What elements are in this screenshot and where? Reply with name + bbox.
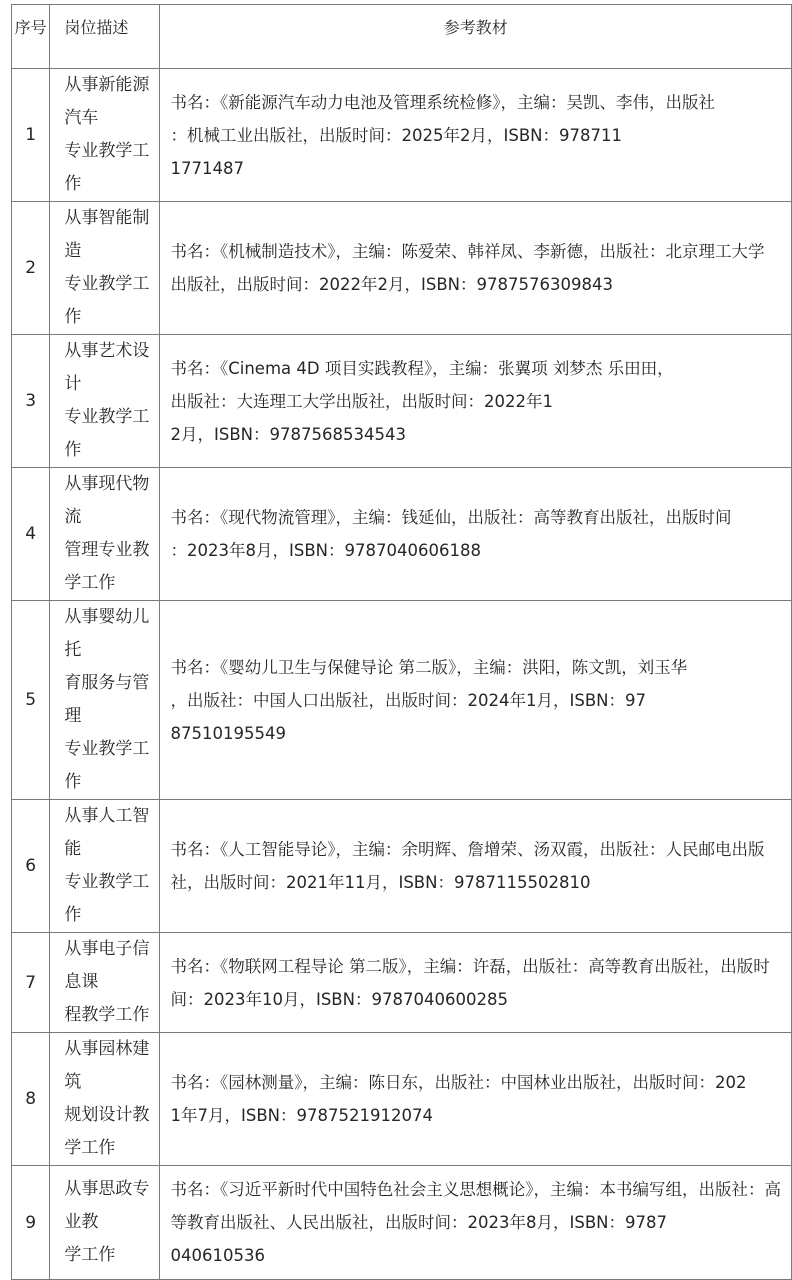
- row-number: 6: [12, 800, 50, 933]
- row-number: 4: [12, 468, 50, 601]
- table-row: [12, 69, 792, 202]
- row-number: 5: [12, 601, 50, 800]
- table-row: [12, 601, 792, 800]
- row-reference: 书名：《婴幼儿卫生与保健导论 第二版》，主编：洪阳，陈文凯，刘玉华 ，出版社：中国人口出版社，出版时间：2024年1月，ISBN：97 87510195549: [160, 601, 792, 800]
- row-number: 3: [12, 335, 50, 468]
- row-role: 从事电子信息课 程教学工作: [50, 933, 160, 1033]
- header-no: 序号: [12, 5, 50, 69]
- row-reference: 书名：《新能源汽车动力电池及管理系统检修》，主编：吴凯、李伟，出版社 ：机械工业出版社，出版时间：2025年2月，ISBN：978711 1771487: [160, 69, 792, 202]
- row-reference: 书名：《园林测量》，主编：陈日东，出版社：中国林业出版社，出版时间：202 1年7月，ISBN：9787521912074: [160, 1033, 792, 1166]
- row-reference: 书名：《Cinema 4D 项目实践教程》，主编：张翼项 刘梦杰 乐田田， 出版社：大连理工大学出版社，出版时间：2022年1 2月，ISBN：9787568534543: [160, 335, 792, 468]
- row-number: 9: [12, 1166, 50, 1280]
- table-row: [12, 335, 792, 468]
- table-row: [12, 1033, 792, 1166]
- row-role: 从事现代物流 管理专业教学工作: [50, 468, 160, 601]
- row-role: 从事园林建筑 规划设计教学工作: [50, 1033, 160, 1166]
- job-reference-table: [11, 4, 792, 1280]
- header-role: 岗位描述: [50, 5, 160, 69]
- row-reference: 书名：《机械制造技术》，主编：陈爱荣、韩祥凤、李新德，出版社：北京理工大学 出版社，出版时间：2022年2月，ISBN：9787576309843: [160, 202, 792, 335]
- table-header-row: [12, 5, 792, 69]
- row-role: 从事人工智能 专业教学工作: [50, 800, 160, 933]
- row-number: 7: [12, 933, 50, 1033]
- row-number: 8: [12, 1033, 50, 1166]
- row-reference: 书名：《现代物流管理》，主编：钱延仙，出版社：高等教育出版社，出版时间 ：2023年8月，ISBN：9787040606188: [160, 468, 792, 601]
- row-reference: 书名：《习近平新时代中国特色社会主义思想概论》，主编：本书编写组，出版社：高 等教育出版社、人民出版社，出版时间：2023年8月，ISBN：9787 040610536: [160, 1166, 792, 1280]
- table-row: [12, 933, 792, 1033]
- table-row: [12, 1166, 792, 1280]
- row-role: 从事艺术设计 专业教学工作: [50, 335, 160, 468]
- row-number: 2: [12, 202, 50, 335]
- row-role: 从事思政专业教 学工作: [50, 1166, 160, 1280]
- row-reference: 书名：《人工智能导论》，主编：余明辉、詹增荣、汤双霞，出版社：人民邮电出版 社，出版时间：2021年11月，ISBN：9787115502810: [160, 800, 792, 933]
- table-row: [12, 800, 792, 933]
- table-row: [12, 202, 792, 335]
- table-row: [12, 468, 792, 601]
- header-ref: 参考教材: [160, 5, 792, 69]
- row-number: 1: [12, 69, 50, 202]
- row-role: 从事婴幼儿托 育服务与管理 专业教学工作: [50, 601, 160, 800]
- row-role: 从事新能源汽车 专业教学工作: [50, 69, 160, 202]
- row-reference: 书名：《物联网工程导论 第二版》，主编：许磊，出版社：高等教育出版社，出版时 间：2023年10月，ISBN：9787040600285: [160, 933, 792, 1033]
- row-role: 从事智能制造 专业教学工作: [50, 202, 160, 335]
